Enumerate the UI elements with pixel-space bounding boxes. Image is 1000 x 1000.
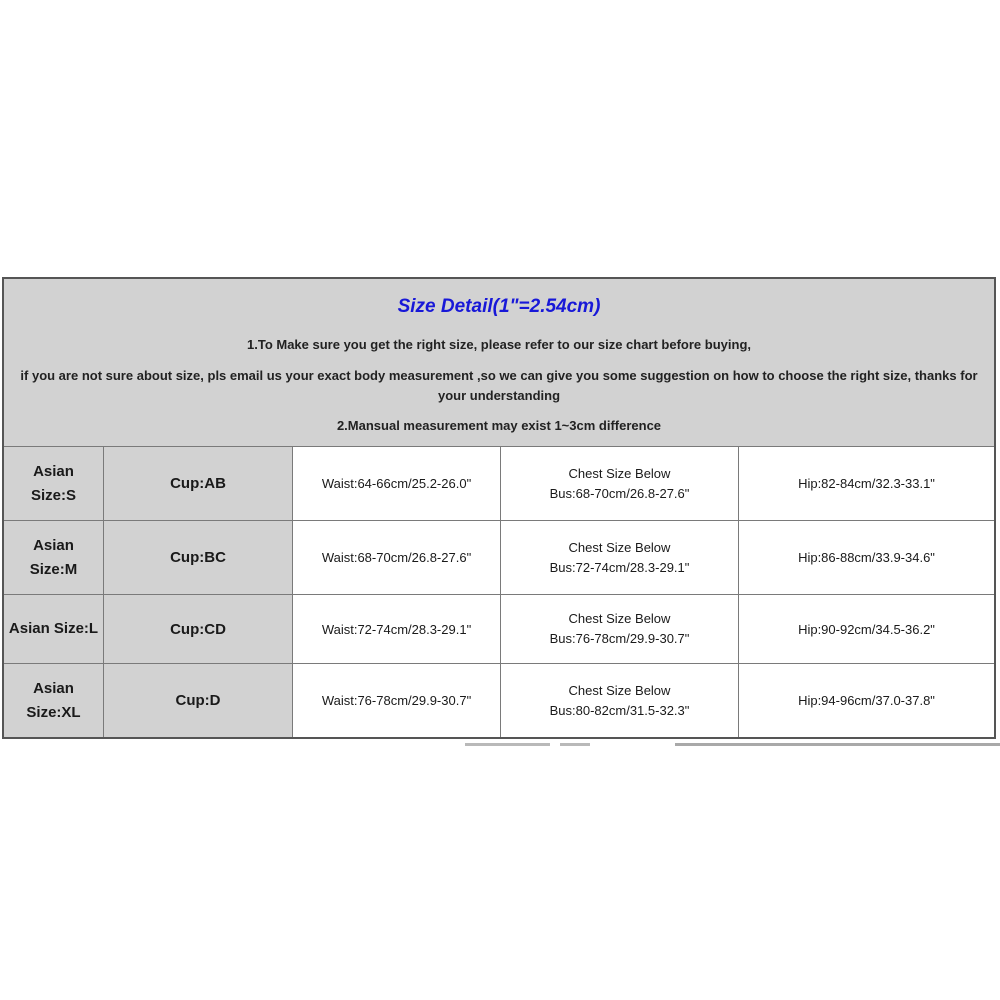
size-chart-table [2,277,996,739]
size-chart-title: Size Detail(1"=2.54cm) [397,296,601,317]
size-label-line: Asian [33,462,74,480]
waist-cell: Waist:76-78cm/29.9-30.7" [293,664,501,737]
size-label-line: Asian Size:L [8,620,99,637]
chest-line: Chest Size Below [568,611,671,626]
size-label-line: Asian [33,679,74,697]
chest-cell [501,664,739,737]
chest-cell [501,521,739,594]
hip-cell: Hip:82-84cm/32.3-33.1" [739,447,994,520]
hip-cell: Hip:86-88cm/33.9-34.6" [739,521,994,594]
size-label-cell [4,664,104,737]
image-edge-artifact [675,743,1000,746]
size-row-xl [4,664,994,737]
cup-cell: Cup:CD [104,595,293,663]
chest-line: Chest Size Below [568,465,671,481]
chest-line: Bus:76-78cm/29.9-30.7" [549,631,690,646]
size-label-line: Asian [33,536,74,554]
size-label-cell [4,595,104,663]
size-note-2: if you are not sure about size, pls email us your exact body measurement ,so we can give you some suggestion on how to choose the right size, thanks for your understanding [20,368,978,403]
chest-line: Chest Size Below [568,539,671,555]
chest-line: Bus:72-74cm/28.3-29.1" [549,559,690,575]
hip-cell: Hip:90-92cm/34.5-36.2" [739,595,994,663]
size-note-1: 1.To Make sure you get the right size, please refer to our size chart before buying, [247,337,751,352]
size-row-s [4,447,994,521]
size-label-line: Size:XL [26,703,81,721]
waist-cell: Waist:68-70cm/26.8-27.6" [293,521,501,594]
cup-cell: Cup:AB [104,447,293,520]
size-row-m [4,521,994,595]
size-note-3: 2.Mansual measurement may exist 1~3cm difference [336,418,662,433]
waist-cell: Waist:72-74cm/28.3-29.1" [293,595,501,663]
chest-cell [501,595,739,663]
chest-line: Bus:80-82cm/31.5-32.3" [549,702,690,718]
hip-cell: Hip:94-96cm/37.0-37.8" [739,664,994,737]
size-row-l [4,595,994,664]
cup-cell: Cup:D [104,664,293,737]
chest-cell [501,447,739,520]
size-chart-header [4,279,994,447]
size-label-cell [4,521,104,594]
image-edge-artifact [465,743,550,746]
size-label-cell [4,447,104,520]
chest-line: Bus:68-70cm/26.8-27.6" [549,485,690,501]
image-edge-artifact [560,743,590,746]
chest-line: Chest Size Below [568,682,671,698]
size-label-line: Size:S [30,486,76,504]
waist-cell: Waist:64-66cm/25.2-26.0" [293,447,501,520]
size-label-line: Size:M [29,560,78,578]
cup-cell: Cup:BC [104,521,293,594]
